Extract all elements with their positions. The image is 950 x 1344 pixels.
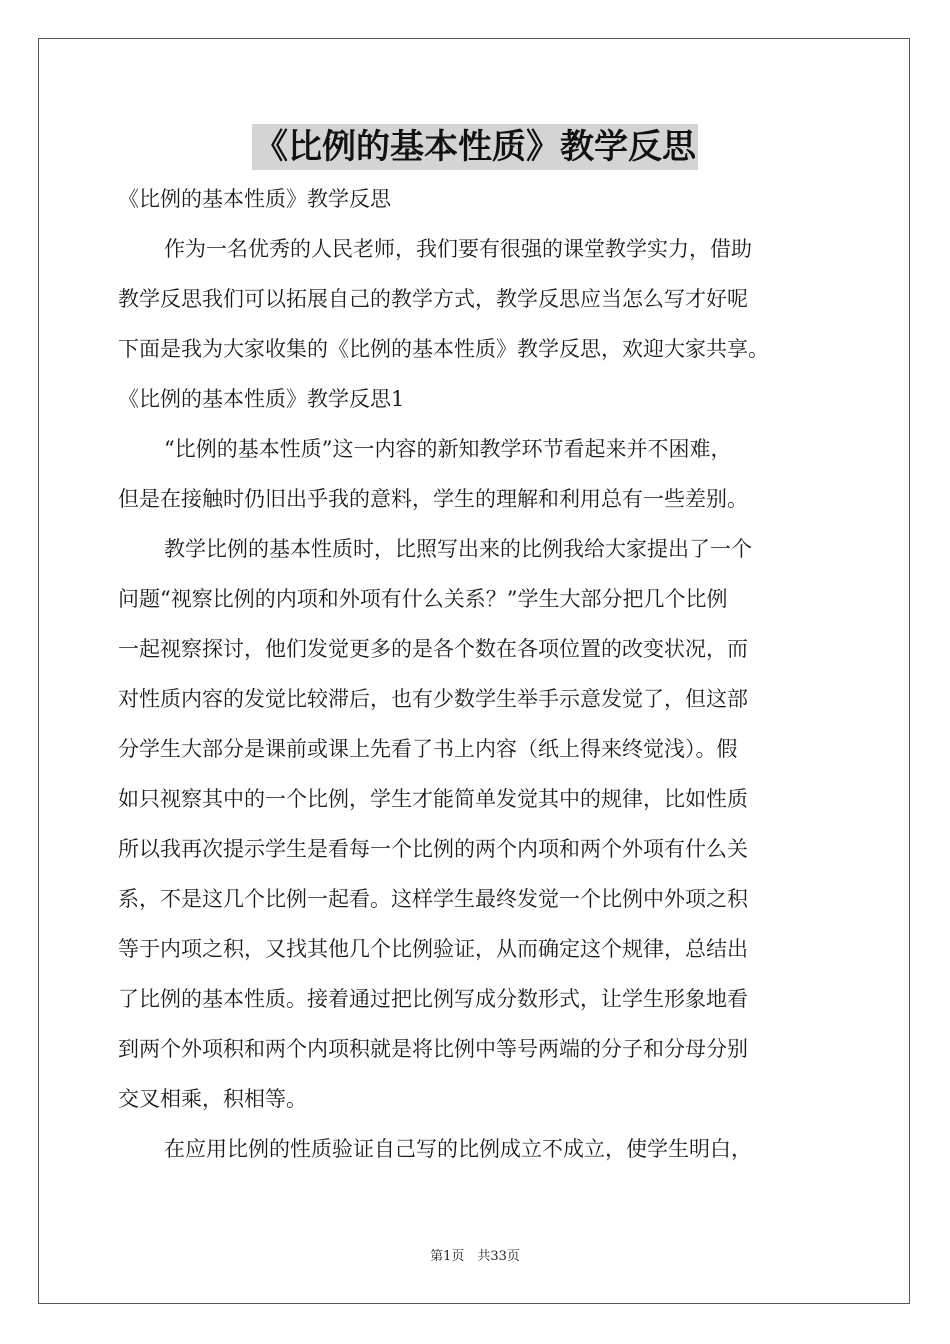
paragraph-line: 教学比例的基本性质时，比照写出来的比例我给大家提出了一个 [164,537,752,561]
section-heading: 《比例的基本性质》教学反思1 [118,387,405,411]
paragraph-line: “比例的基本性质”这一内容的新知教学环节看起来并不困难， [164,437,732,461]
paragraph-line: 在应用比例的性质验证自己写的比例成立不成立，使学生明白， [164,1137,752,1161]
paragraph-line: 所以我再次提示学生是看每一个比例的两个内项和两个外项有什么关 [118,837,748,861]
page-border [38,38,910,1304]
intro-line: 作为一名优秀的人民老师，我们要有很强的课堂教学实力，借助 [164,237,752,261]
paragraph-line: 但是在接触时仍旧出乎我的意料，学生的理解和利用总有一些差别。 [118,487,748,511]
title-container [0,124,950,170]
paragraph-line: 交叉相乘，积相等。 [118,1087,307,1111]
paragraph-line: 了比例的基本性质。接着通过把比例写成分数形式，让学生形象地看 [118,987,748,1011]
subtitle: 《比例的基本性质》教学反思 [118,187,391,211]
intro-line: 下面是我为大家收集的《比例的基本性质》教学反思，欢迎大家共享。 [118,337,769,361]
document-title: 《比例的基本性质》教学反思 [252,124,698,170]
page-number: 第1页 共33页 [430,1249,520,1264]
paragraph-line: 一起视察探讨，他们发觉更多的是各个数在各项位置的改变状况，而 [118,637,748,661]
paragraph-line: 如只视察其中的一个比例，学生才能简单发觉其中的规律，比如性质 [118,787,748,811]
paragraph-line: 问题“视察比例的内项和外项有什么关系？”学生大部分把几个比例 [118,587,728,611]
paragraph-line: 对性质内容的发觉比较滞后，也有少数学生举手示意发觉了，但这部 [118,687,748,711]
intro-line: 教学反思我们可以拓展自己的教学方式，教学反思应当怎么写才好呢 [118,287,748,311]
paragraph-line: 系，不是这几个比例一起看。这样学生最终发觉一个比例中外项之积 [118,887,748,911]
paragraph-line: 等于内项之积，又找其他几个比例验证，从而确定这个规律，总结出 [118,937,748,961]
paragraph-line: 分学生大部分是课前或课上先看了书上内容（纸上得来终觉浅）。假 [118,737,738,761]
paragraph-line: 到两个外项积和两个内项积就是将比例中等号两端的分子和分母分别 [118,1037,748,1061]
